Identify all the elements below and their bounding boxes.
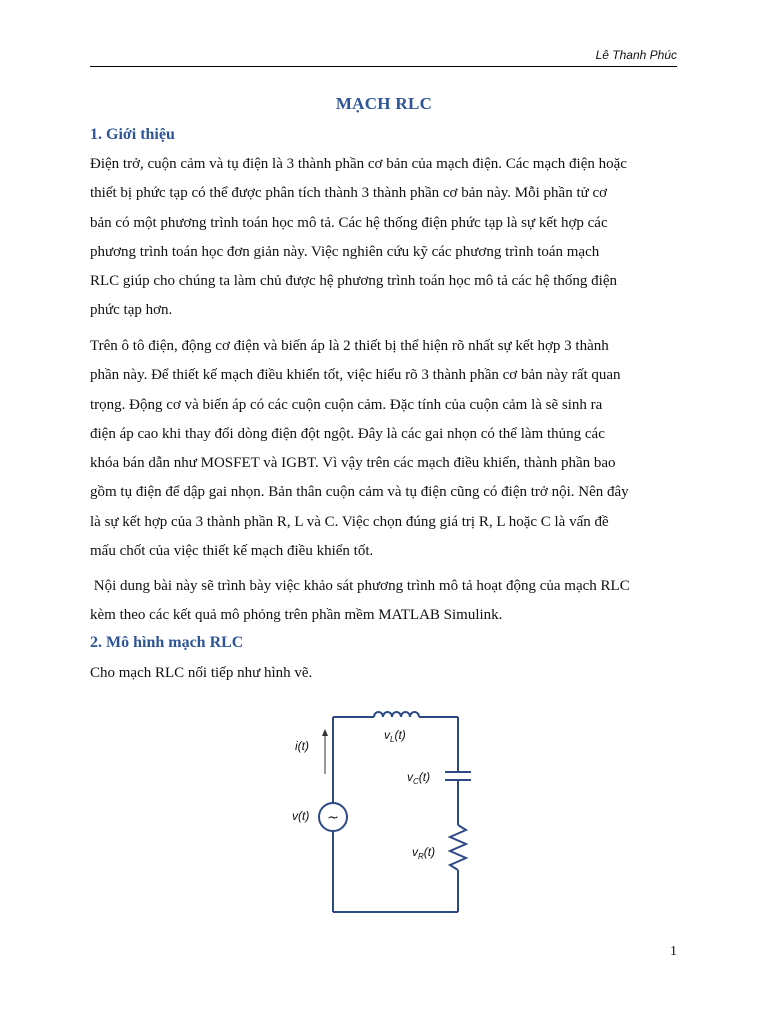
section-2-paragraph-1 bbox=[90, 659, 680, 688]
text-line: phần này. Để thiết kế mạch điều khiển tốt, việc hiểu rõ 3 thành phần cơ bản này rất quan bbox=[90, 367, 621, 384]
section-1-paragraph-1 bbox=[90, 150, 680, 326]
text-line: Trên ô tô điện, động cơ điện và biến áp là 2 thiết bị thể hiện rõ nhất sự kết hợp 3 thành bbox=[90, 338, 609, 354]
section-1-heading: 1. Giới thiệu bbox=[90, 126, 175, 143]
text-line: bản có một phương trình toán học mô tả. Các hệ thống điện phức tạp là sự kết hợp các bbox=[90, 214, 608, 231]
section-2-heading: 2. Mô hình mạch RLC bbox=[90, 634, 244, 651]
text-line: trọng. Động cơ và biến áp có các cuộn cuộn cảm. Đặc tính của cuộn cảm là sẽ sinh ra bbox=[90, 396, 603, 413]
label-tail: (t) bbox=[423, 845, 436, 859]
section-1-paragraph-2 bbox=[90, 332, 680, 566]
page-number: 1 bbox=[670, 944, 677, 959]
text-line: gồm tụ điện để dập gai nhọn. Bản thân cuộn cảm và tụ điện cũng có điện trở nội. Nên đây bbox=[90, 484, 629, 501]
ac-source-symbol: ~ bbox=[327, 810, 339, 826]
current-label: i(t) bbox=[295, 739, 309, 753]
inductor-voltage-label bbox=[384, 728, 406, 744]
label-base: v bbox=[412, 845, 418, 859]
text-line: kèm theo các kết quả mô phỏng trên phần mềm MATLAB Simulink. bbox=[90, 607, 503, 624]
label-subscript: L bbox=[390, 735, 395, 744]
text-line: Điện trở, cuộn cảm và tụ điện là 3 thành phần cơ bản của mạch điện. Các mạch điện hoặc bbox=[90, 156, 627, 172]
label-base: v bbox=[407, 770, 413, 784]
label-base: v bbox=[384, 728, 390, 742]
rlc-circuit-diagram bbox=[280, 700, 500, 925]
header-author: Lê Thanh Phúc bbox=[595, 48, 677, 62]
source-voltage-label: v(t) bbox=[292, 809, 310, 823]
section-1-paragraph-3 bbox=[90, 572, 680, 631]
current-arrowhead-icon bbox=[322, 729, 328, 736]
label-subscript: C bbox=[413, 777, 419, 786]
document-title: MẠCH RLC bbox=[335, 94, 433, 113]
label-tail: (t) bbox=[394, 728, 406, 742]
text-line: RLC giúp cho chúng ta làm chủ được hệ phương trình toán học mô tả các hệ thống điện bbox=[90, 273, 617, 290]
text-line: mấu chốt của việc thiết kế mạch điều khiển tốt. bbox=[90, 543, 374, 560]
text-line: Nội dung bài này sẽ trình bày việc khảo sát phương trình mô tả hoạt động của mạch RLC bbox=[90, 578, 630, 594]
header-rule bbox=[90, 66, 677, 67]
text-line: phương trình toán học đơn giản này. Việc nghiên cứu kỹ các phương trình toán mạch bbox=[90, 243, 600, 260]
text-line: khóa bán dẫn như MOSFET và IGBT. Vì vậy trên các mạch điều khiển, thành phần bao bbox=[90, 455, 616, 472]
text-line: phức tạp hơn. bbox=[90, 302, 173, 319]
text-line: thiết bị phức tạp có thể được phân tích thành 3 thành phần cơ bản này. Mỗi phần tử cơ bbox=[90, 185, 608, 202]
text-line: điện áp cao khi thay đổi dòng điện đột ngột. Đây là các gai nhọn có thể làm thủng các bbox=[90, 425, 605, 442]
label-tail: (t) bbox=[418, 770, 431, 784]
label-subscript: R bbox=[418, 852, 424, 861]
text-line: Cho mạch RLC nối tiếp như hình vẽ. bbox=[90, 665, 313, 681]
capacitor-voltage-label bbox=[407, 770, 430, 786]
inductor-coil-icon bbox=[374, 712, 419, 717]
text-line: là sự kết hợp của 3 thành phần R, L và C. Việc chọn đúng giá trị R, L hoặc C là vấn đề bbox=[90, 513, 609, 530]
resistor-voltage-label bbox=[412, 845, 435, 861]
resistor-zigzag-icon bbox=[450, 825, 466, 870]
